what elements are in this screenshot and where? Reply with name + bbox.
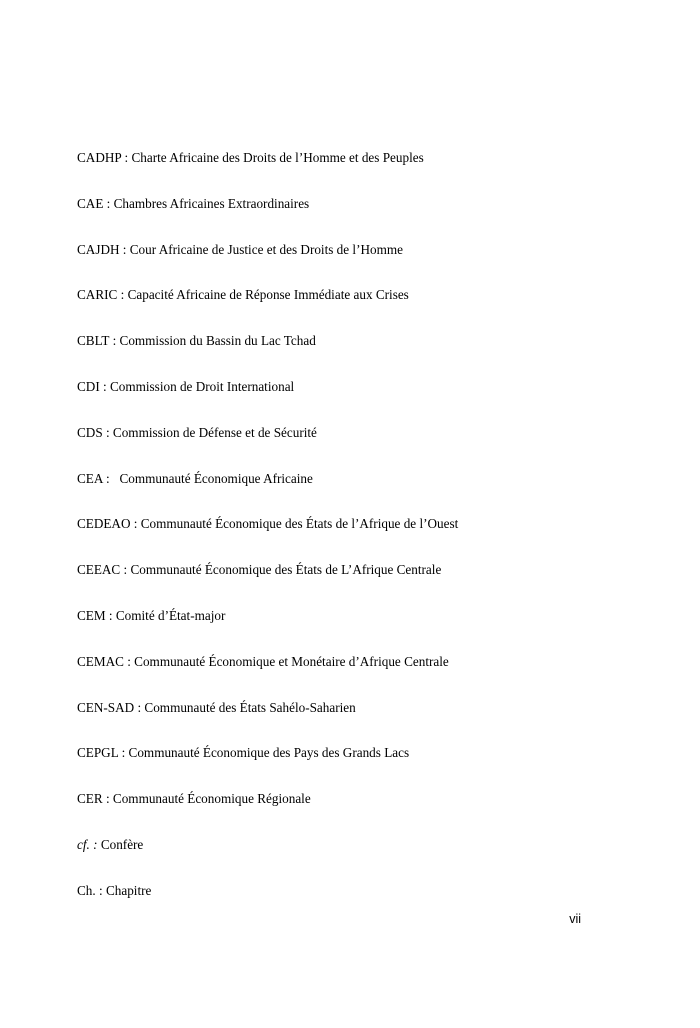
abbreviation-separator: : <box>103 195 114 211</box>
abbreviation-entry <box>77 652 458 698</box>
abbreviation-entry <box>77 835 458 881</box>
abbreviation-description: Communauté Économique des Pays des Grands Lacs <box>128 745 410 761</box>
abbreviation-entry <box>77 377 458 423</box>
abbreviation-term: CEMAC <box>77 653 124 669</box>
abbreviation-separator: : <box>109 333 120 349</box>
abbreviation-description: Communauté Économique Africaine <box>119 470 313 486</box>
abbreviation-entry <box>77 194 458 240</box>
abbreviation-entry <box>77 240 458 286</box>
abbreviation-term: CAJDH <box>77 241 120 257</box>
abbreviation-list <box>77 148 458 927</box>
abbreviation-entry <box>77 423 458 469</box>
abbreviation-term: CEPGL <box>77 745 119 761</box>
abbreviation-term: Ch. <box>77 882 96 898</box>
abbreviation-description: Capacité Africaine de Réponse Immédiate aux Crises <box>127 287 409 303</box>
abbreviation-separator: : <box>130 516 141 532</box>
abbreviation-term: CEN-SAD <box>77 699 135 715</box>
page-number: vii <box>569 912 581 926</box>
abbreviation-separator: : <box>99 378 110 394</box>
abbreviation-description: Cour Africaine de Justice et des Droits de l’Homme <box>129 241 403 257</box>
abbreviation-entry <box>77 881 458 927</box>
abbreviation-separator: : <box>134 699 145 715</box>
abbreviation-term: CDI <box>77 378 100 394</box>
abbreviation-entry <box>77 606 458 652</box>
abbreviation-separator: : <box>102 424 113 440</box>
abbreviation-description: Chambres Africaines Extraordinaires <box>113 195 310 211</box>
abbreviation-entry <box>77 560 458 606</box>
abbreviation-term: CARIC <box>77 287 118 303</box>
abbreviation-term: CAE <box>77 195 104 211</box>
abbreviation-term: CER <box>77 791 103 807</box>
abbreviation-entry <box>77 331 458 377</box>
abbreviation-term: CEA <box>77 470 103 486</box>
abbreviation-entry <box>77 469 458 515</box>
abbreviation-term: CBLT <box>77 333 110 349</box>
abbreviation-description: Confère <box>100 836 144 852</box>
abbreviation-separator: : <box>119 241 130 257</box>
abbreviation-separator: : <box>120 562 131 578</box>
abbreviation-description: Comité d’État-major <box>115 607 226 623</box>
abbreviation-separator: : <box>121 150 132 165</box>
abbreviation-term: CEEAC <box>77 562 121 578</box>
abbreviation-description: Communauté Économique des États de L’Afrique Centrale <box>130 562 442 578</box>
abbreviation-term: CEDEAO <box>77 516 131 532</box>
abbreviation-term: CEM <box>77 607 106 623</box>
abbreviation-description: Chapitre <box>105 882 152 898</box>
abbreviation-separator: : <box>117 287 128 303</box>
abbreviation-entry <box>77 789 458 835</box>
abbreviation-description: Communauté Économique et Monétaire d’Afrique Centrale <box>134 653 449 669</box>
abbreviation-separator: : <box>95 882 106 898</box>
abbreviation-separator: : <box>105 607 116 623</box>
abbreviation-entry <box>77 148 458 194</box>
abbreviation-term: cf. : <box>77 836 98 852</box>
abbreviation-separator: : <box>118 745 129 761</box>
abbreviation-description: Commission du Bassin du Lac Tchad <box>119 333 316 349</box>
abbreviation-description: Charte Africaine des Droits de l’Homme et des Peuples <box>131 150 424 165</box>
abbreviation-description: Commission de Droit International <box>109 378 295 394</box>
abbreviation-entry <box>77 514 458 560</box>
abbreviation-description: Communauté Économique Régionale <box>112 791 311 807</box>
abbreviation-entry <box>77 743 458 789</box>
abbreviation-description: Commission de Défense et de Sécurité <box>112 424 317 440</box>
abbreviation-entry <box>77 285 458 331</box>
abbreviation-description: Communauté Économique des États de l’Afrique de l’Ouest <box>140 516 459 532</box>
abbreviation-description: Communauté des États Sahélo-Saharien <box>144 699 356 715</box>
abbreviation-separator: : <box>102 470 120 486</box>
abbreviation-term: CDS <box>77 424 103 440</box>
abbreviation-separator: : <box>123 653 135 669</box>
abbreviation-separator: : <box>102 791 113 807</box>
abbreviation-term: CADHP <box>77 150 122 165</box>
abbreviation-entry <box>77 698 458 744</box>
